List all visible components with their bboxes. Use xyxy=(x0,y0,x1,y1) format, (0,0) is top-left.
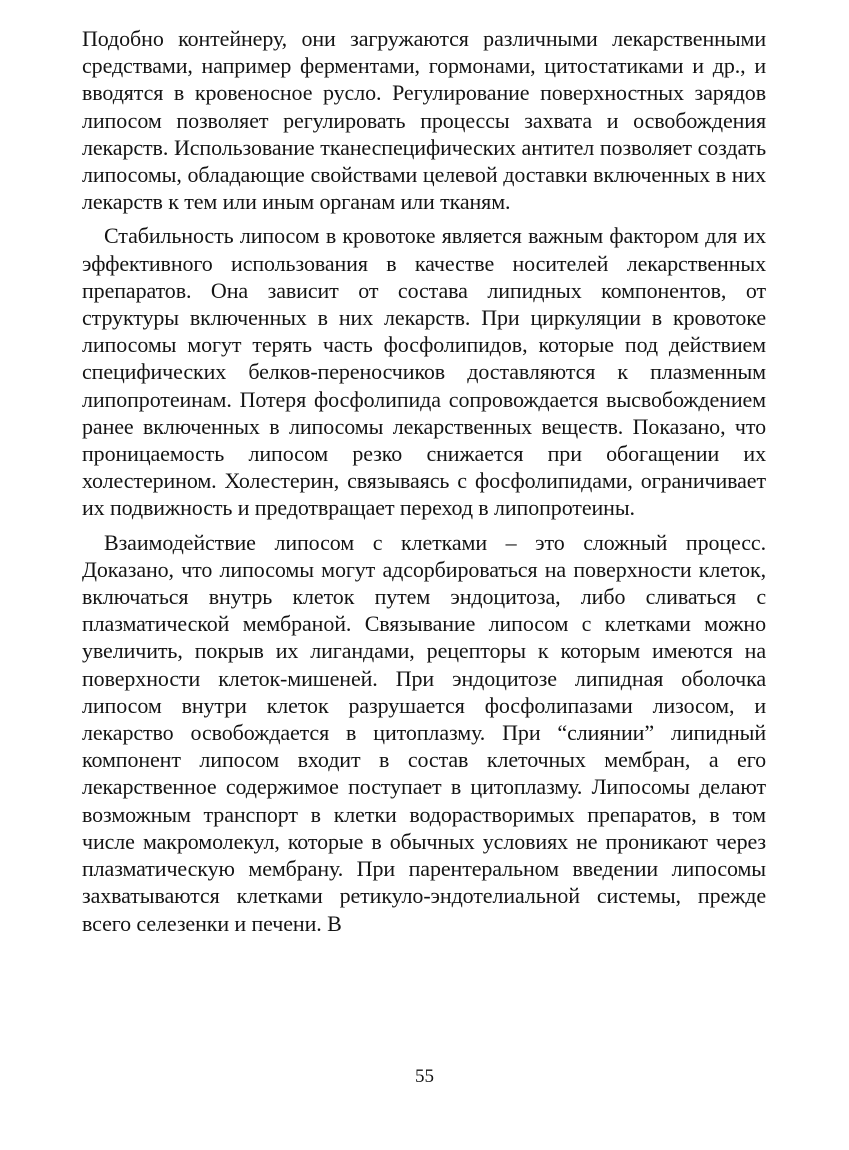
paragraph-3: Взаимодействие липосом с клетками – это сложный процесс. Доказано, что липосомы могут адсорбироваться на поверхности клеток, включаться внутрь клеток путем эндоцитоза, либо сливаться с плазматической мембраной. Связывание липосом с клетками можно увеличить, покрыв их лигандами, рецепторы к которым имеются на поверхности клеток-мишеней. При эндоцитозе липидная оболочка липосом внутри клеток разрушается фосфолипазами лизосом, и лекарство освобождается в цитоплазму. При “слиянии” липидный компонент липосом входит в состав клеточных мембран, а его лекарственное содержимое поступает в цитоплазму. Липосомы делают возможным транспорт в клетки водорастворимых препаратов, в том числе макромолекул, которые в обычных условиях не проникают через плазматическую мембрану. При парентеральном введении липосомы захватываются клетками ретикуло-эндотелиальной системы, прежде всего селезенки и печени. В xyxy=(82,529,766,936)
paragraph-2: Стабильность липосом в кровотоке является важным фактором для их эффективного использования в качестве носителей лекарственных препаратов. Она зависит от состава липидных компонентов, от структуры включенных в них лекарств. При циркуляции в кровотоке липосомы могут терять часть фосфолипидов, которые под действием специфических белков-переносчиков доставляются к плазменным липопротеинам. Потеря фосфолипида сопровождается высвобождением ранее включенных в липосомы лекарственных веществ. Показано, что проницаемость липосом резко снижается при обогащении их холестерином. Холестерин, связываясь с фосфолипидами, ограничивает их подвижность и предотвращает переход в липопротеины. xyxy=(82,223,766,521)
page-body xyxy=(82,25,766,944)
paragraph-1: Подобно контейнеру, они загружаются различными лекарственными средствами, например ферментами, гормонами, цитостатиками и др., и вводятся в кровеносное русло. Регулирование поверхностных зарядов липосом позволяет регулировать процессы захвата и освобождения лекарств. Использование тканеспецифических антител позволяет создать липосомы, обладающие свойствами целевой доставки включенных в них лекарств к тем или иным органам или тканям. xyxy=(82,26,766,215)
page-number: 55 xyxy=(415,1066,434,1087)
